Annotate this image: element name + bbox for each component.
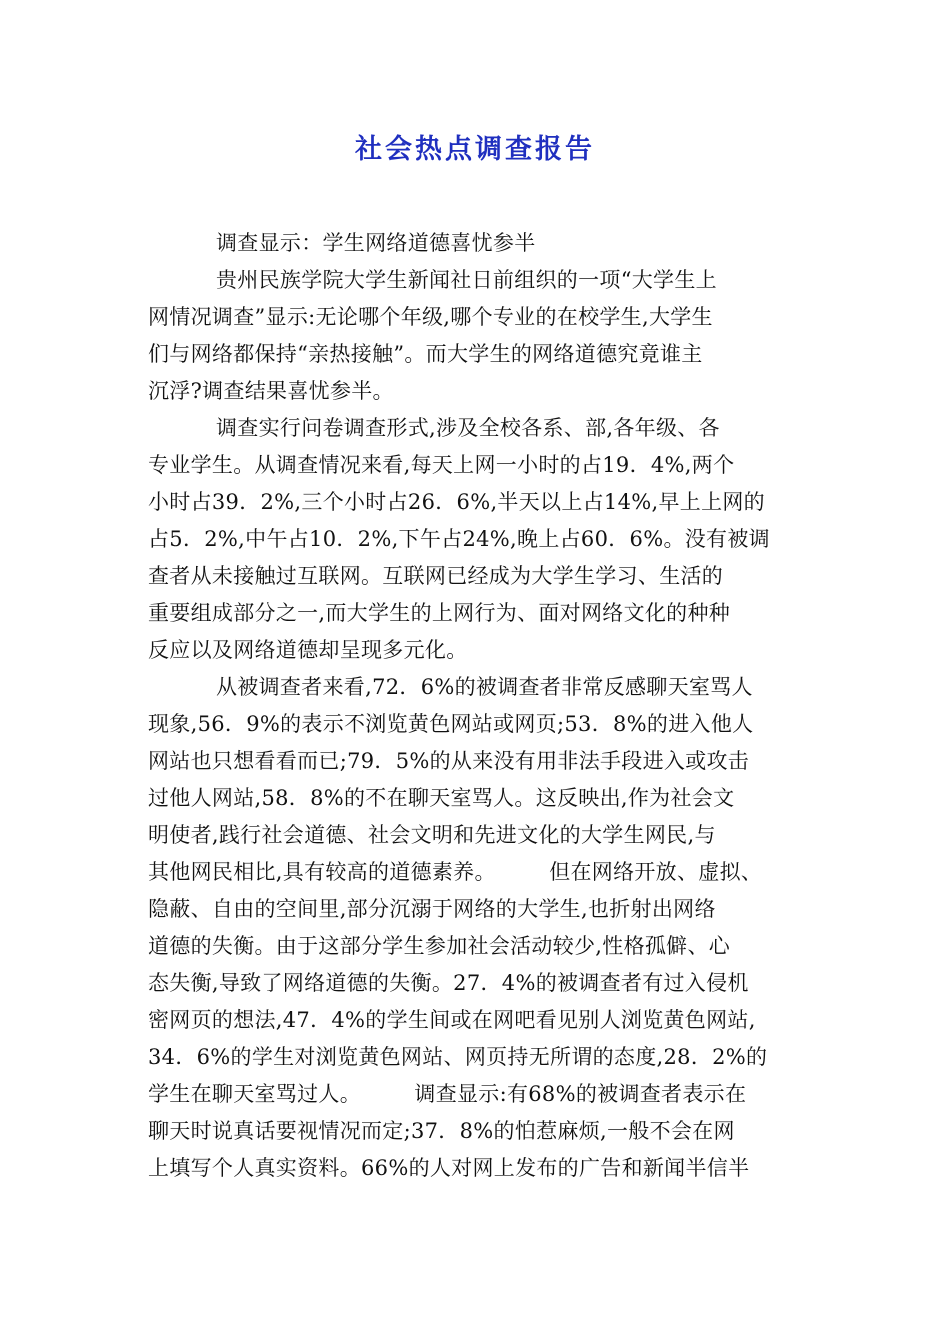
- text-line: 贵州民族学院大学生新闻社日前组织的一项“大学生上: [216, 268, 717, 292]
- text-line: 密网页的想法,47．4%的学生间或在网吧看见别人浏览黄色网站,: [148, 1008, 756, 1032]
- text-line: 占5．2%,中午占10．2%,下午占24%,晚上占60．6%。没有被调: [148, 527, 770, 551]
- text-line: 34．6%的学生对浏览黄色网站、网页持无所谓的态度,28．2%的: [148, 1045, 768, 1069]
- text-line: 从被调查者来看,72．6%的被调查者非常反感聊天室骂人: [216, 675, 753, 699]
- text-line: 明使者,践行社会道德、社会文明和先进文化的大学生网民,与: [148, 823, 716, 847]
- text-line: 上填写个人真实资料。66%的人对网上发布的广告和新闻半信半: [148, 1156, 750, 1180]
- text-line: 调查显示：学生网络道德喜忧参半: [216, 231, 536, 255]
- text-line: 态失衡,导致了网络道德的失衡。27．4%的被调查者有过入侵机: [148, 971, 749, 995]
- text-line: 学生在聊天室骂过人。 调查显示:有68%的被调查者表示在: [148, 1082, 747, 1106]
- text-line: 道德的失衡。由于这部分学生参加社会活动较少,性格孤僻、心: [148, 934, 731, 958]
- document-title: 社会热点调查报告: [355, 134, 595, 165]
- document-body: [148, 225, 818, 1187]
- text-line: 网站也只想看看而已;79．5%的从来没有用非法手段进入或攻击: [148, 749, 750, 773]
- text-line: 们与网络都保持“亲热接触”。而大学生的网络道德究竟谁主: [148, 342, 703, 366]
- text-line: 反应以及网络道德却呈现多元化。: [148, 638, 468, 662]
- text-line: 聊天时说真话要视情况而定;37．8%的怕惹麻烦,一般不会在网: [148, 1119, 735, 1143]
- text-line: 沉浮?调查结果喜忧参半。: [148, 379, 394, 403]
- text-line: 现象,56．9%的表示不浏览黄色网站或网页;53．8%的进入他人: [148, 712, 754, 736]
- text-line: 专业学生。从调查情况来看,每天上网一小时的占19．4%,两个: [148, 453, 735, 477]
- text-line: 查者从未接触过互联网。互联网已经成为大学生学习、生活的: [148, 564, 724, 588]
- text-line: 调查实行问卷调查形式,涉及全校各系、部,各年级、各: [216, 416, 720, 440]
- text-line: 过他人网站,58．8%的不在聊天室骂人。这反映出,作为社会文: [148, 786, 735, 810]
- text-line: 小时占39．2%,三个小时占26．6%,半天以上占14%,早上上网的: [148, 490, 765, 514]
- text-line: 重要组成部分之一,而大学生的上网行为、面对网络文化的种种: [148, 601, 731, 625]
- text-line: 网情况调查”显示:无论哪个年级,哪个专业的在校学生,大学生: [148, 305, 713, 329]
- text-line: 隐蔽、自由的空间里,部分沉溺于网络的大学生,也折射出网络: [148, 897, 716, 921]
- text-line: 其他网民相比,具有较高的道德素养。 但在网络开放、虚拟、: [148, 860, 763, 884]
